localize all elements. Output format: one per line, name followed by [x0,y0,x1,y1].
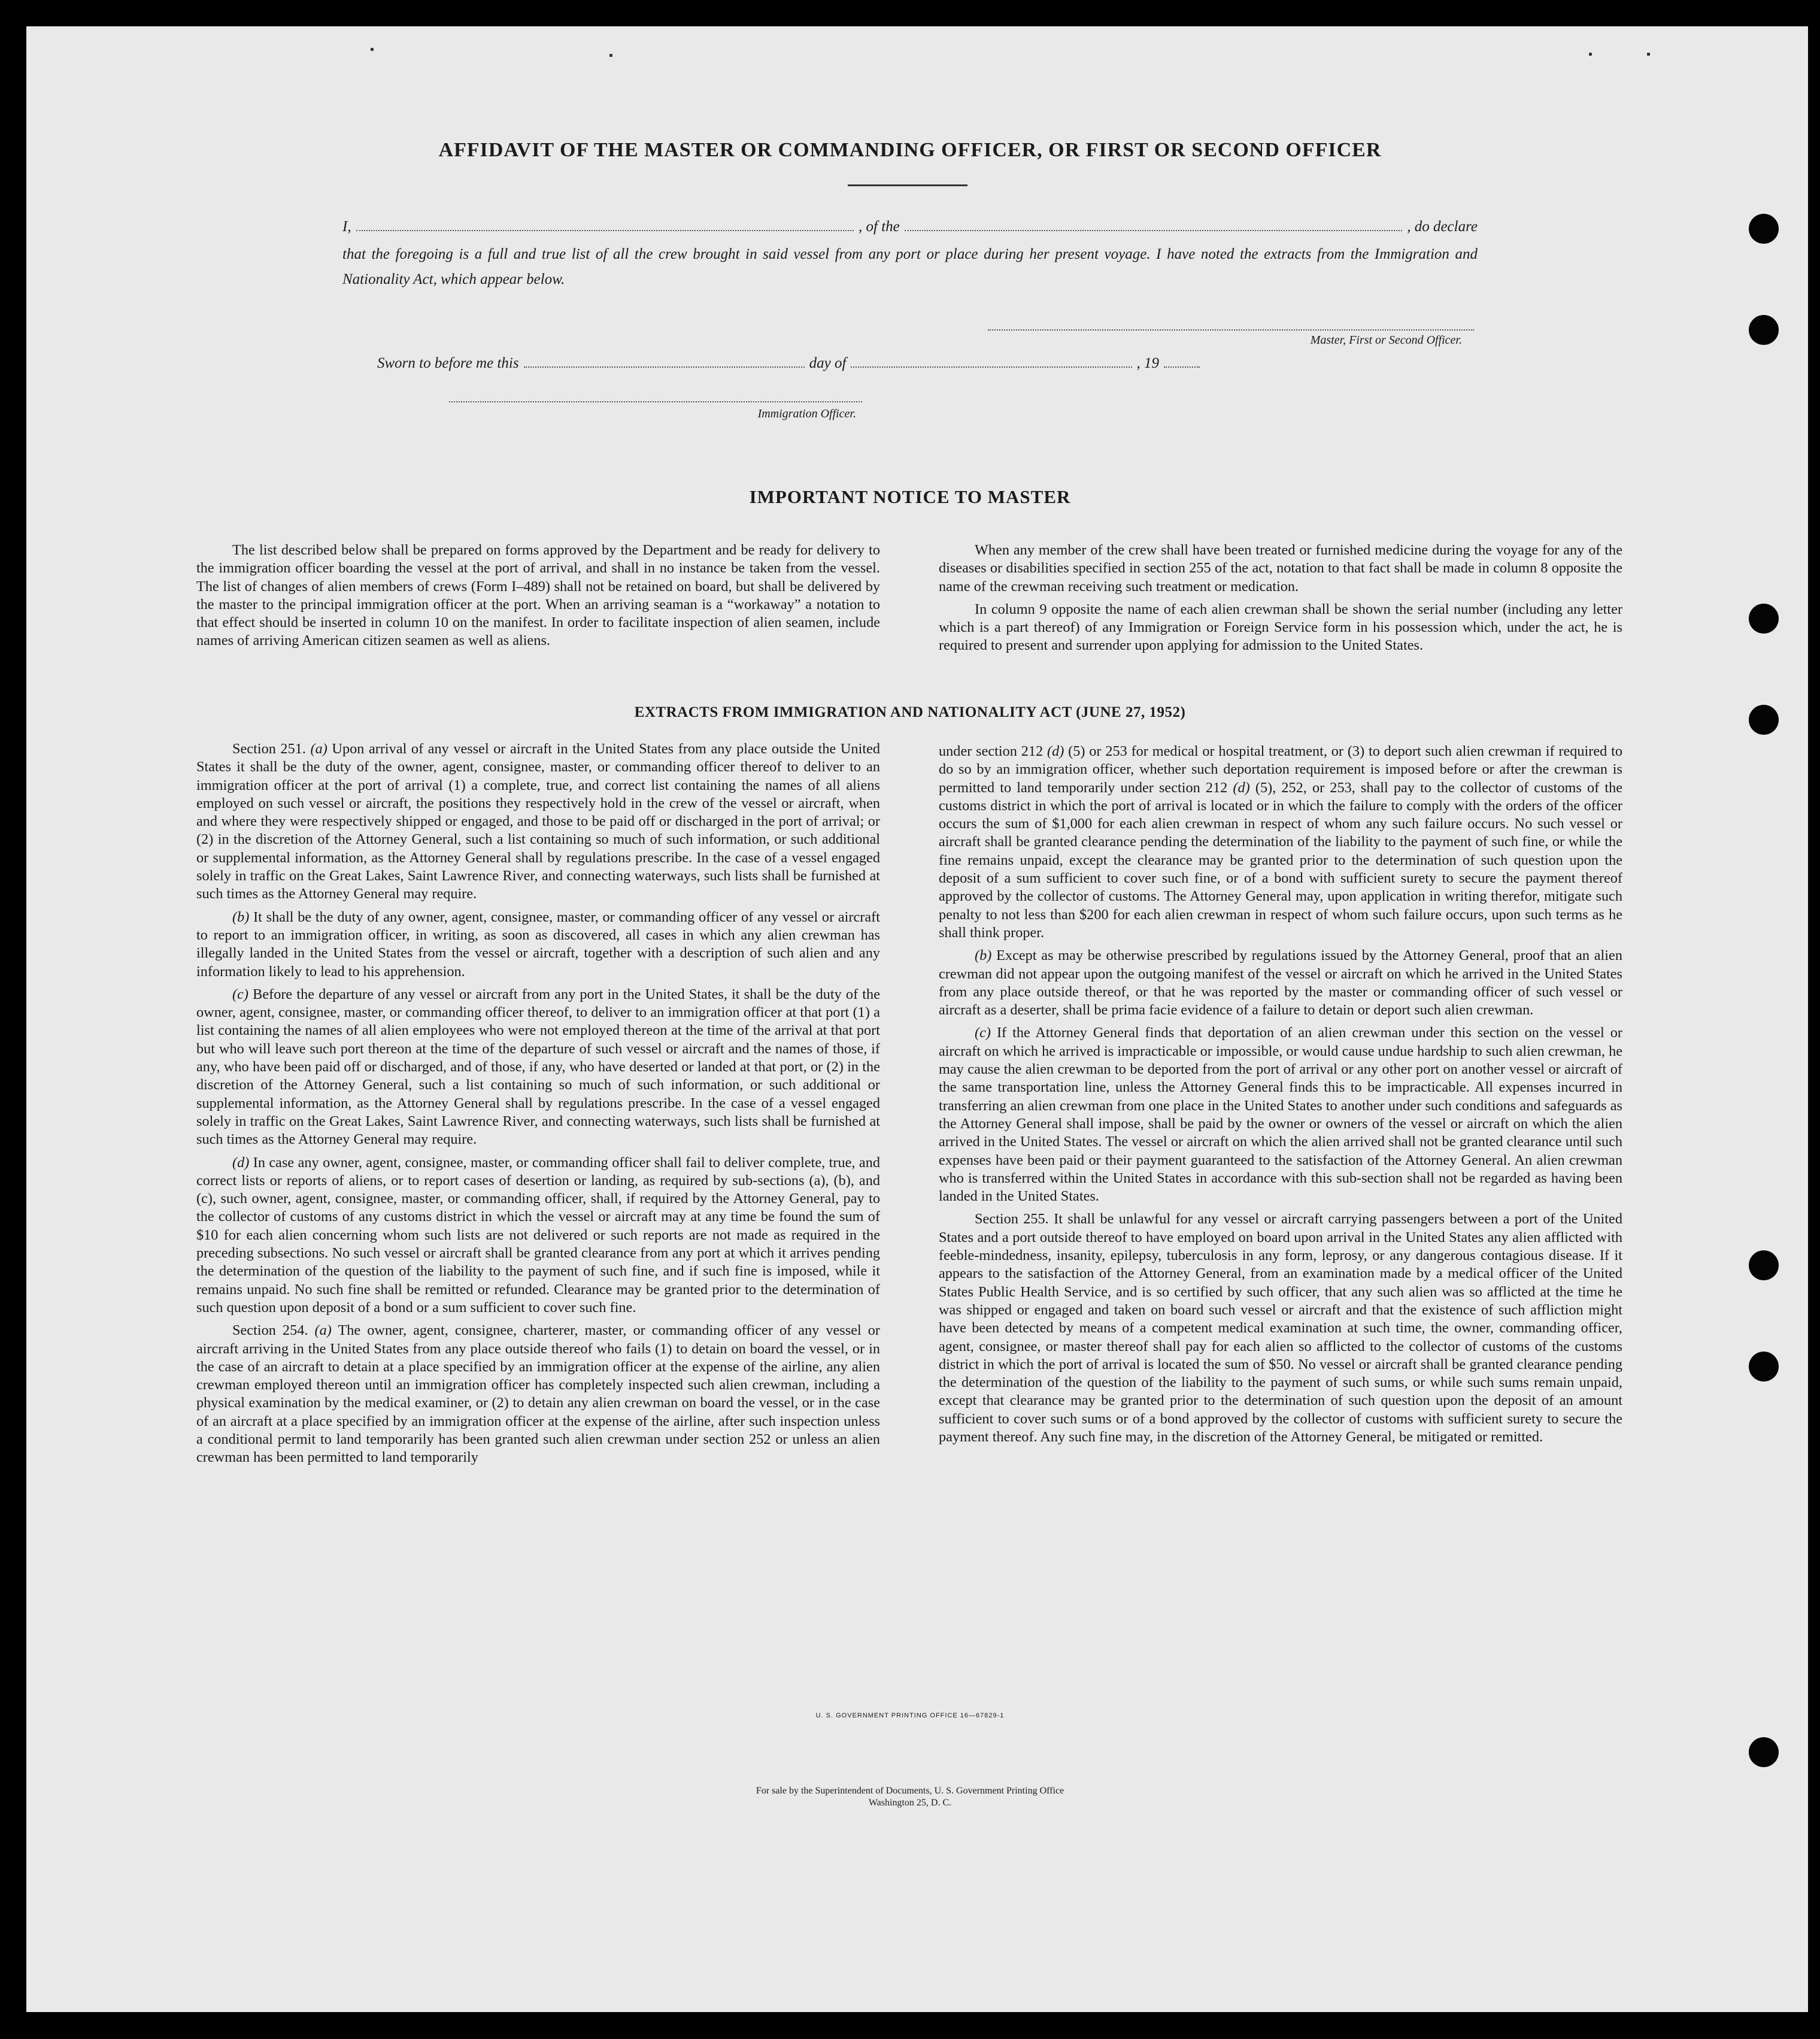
extracts-right-column [939,743,1622,1451]
affidavit-statement: that the foregoing is a full and true list of all the crew brought in said vessel from any port or place during her present voyage. I have noted the extracts from the Immigration and Nationality Act, which appear below. [342,246,1478,287]
gpo-imprint: U. S. GOVERNMENT PRINTING OFFICE 16—67829-1 [815,1712,1005,1719]
print-speck [371,48,374,51]
print-speck [609,54,612,57]
print-speck [1647,53,1650,56]
section-254b [939,947,1622,1019]
section-251b [196,908,880,981]
extracts-title: EXTRACTS FROM IMMIGRATION AND NATIONALITY ACT (JUNE 27, 1952) [634,704,1186,720]
year-blank[interactable] [1164,355,1200,368]
sale-line-1: For sale by the Superintendent of Documents, U. S. Government Printing Office [756,1786,1064,1796]
section-text: The owner, agent, consignee, charterer, master, or commanding officer of any vessel or aircraft arriving in the United States from any place outside thereof who fails (1) to detain on board the vessel, or in the case of an aircraft to detain at a place specified by an immigration officer at the expense of the airline, any alien crewman employed thereon until an immigration officer has completely inspected such alien crewman, including a physical examination by the medical examiner, or (2) to detain any alien crewman on board the vessel, or in the case of an aircraft at a place specified by an immigration officer at the expense of the airline, after such inspection unless a conditional permit to land temporarily has been granted such alien crewman under section 252 or unless an alien crewman has been permitted to land temporarily [196,1322,881,1466]
subsection-label: (d) [1233,779,1250,796]
subsection-label: (a) [310,741,327,757]
punch-hole [1749,604,1779,634]
section-text: (5) or 253 for medical or hospital treatment, or (3) to deport such alien crewman if required to do so by an immigration officer, whether such deportation requirement is imposed before or after the crewman is permitted to land temporarily under section 212 [939,743,1622,796]
sale-notice [0,1785,1820,1809]
affidavit-title: AFFIDAVIT OF THE MASTER OR COMMANDING OFFICER, OR FIRST OR SECOND OFFICER [438,139,1382,161]
punch-hole [1749,214,1779,244]
section-251a [196,740,880,904]
sworn-year: , 19 [1136,355,1160,371]
month-blank[interactable] [851,355,1132,368]
master-signature-label: Master, First or Second Officer. [1310,334,1462,347]
subsection-label: (c) [232,986,248,1002]
declare-end: , do declare [1407,219,1478,235]
section-text: (5), 252, or 253, shall pay to the collector of customs of the customs district in which the port of arrival is located or in which the failure to comply with the orders of the officer occurs the sum of $1,000 for each alien crewman in respect of whom any such failure occurs. No such vessel or aircraft shall be granted clearance pending the determination of the liability to the payment of such fine, or while the fine remains unpaid, except the clearance may be granted prior to the determination of such question upon the deposit of a sum sufficient to cover such fine, or of a bond with sufficient surety to secure the payment thereof approved by the collector of customs. The Attorney General may, upon application in writing therefor, mitigate such penalty to not less than $200 for each alien crewman in respect of whom such failure occurs, upon such terms as he shall think proper. [939,779,1622,941]
section-251d [196,1154,880,1317]
subsection-label: (b) [232,908,250,925]
name-blank[interactable] [356,218,854,231]
sworn-day-of: day of [809,355,847,371]
subsection-label: (d) [1047,743,1064,759]
extracts-left-column [196,740,880,1472]
section-text: Upon arrival of any vessel or aircraft in the United States from any place outside the United States it shall be the duty of the owner, agent, consignee, master, or commanding officer thereof to deliver to an immigration officer at the port of arrival (1) a complete, true, and correct list containing the names of all aliens employed on such vessel or aircraft, the positions they respectively hold in the crew of the vessel or aircraft, when and where they were respectively shipped or engaged, and those to be paid off or discharged in the port of arrival; or (2) in the discretion of the Attorney General, such a list containing so much of such information, or such additional or supplemental information, as the Attorney General shall by regulations prescribe. In the case of a vessel engaged solely in traffic on the Great Lakes, Saint Lawrence River, and connecting waterways, such lists shall be furnished at such times as the Attorney General may require. [196,741,881,902]
declare-of: , of the [859,219,900,235]
section-254c [939,1024,1622,1205]
section-text: Except as may be otherwise prescribed by regulations issued by the Attorney General, proof that an alien crewman did not appear upon the outgoing manifest of the vessel or aircraft on which he arrived in the United States from any place outside thereof, or that he was reported by the master or commanding officer of such vessel or aircraft as a deserter, shall be prima facie evidence of a failure to detain or deport such alien crewman. [939,947,1622,1019]
officer-signature-blank[interactable] [449,401,862,402]
notice-paragraph: The list described below shall be prepared on forms approved by the Department and be ready for delivery to the immigration officer boarding the vessel at the port of arrival, and shall in no instance be taken from the vessel. The list of changes of alien members of crews (Form I–489) shall not be retained on board, but shall be delivered by the master to the principal immigration officer at the port. When an arriving seaman is a “workaway” a notation to that effect should be inserted in column 10 on the manifest. In order to facilitate inspection of alien seamen, include names of arriving American citizen seamen as well as aliens. [196,542,880,649]
section-heading: Section 254. [232,1322,308,1339]
punch-hole [1749,1250,1779,1280]
master-signature-blank[interactable] [988,329,1474,331]
notice-paragraph: In column 9 opposite the name of each alien crewman shall be shown the serial number (including any letter which is a part thereof) of any Immigration or Foreign Service form in his possession which, under the act, he is required to present and surrender upon applying for admission to the United States. [939,601,1622,654]
section-text: It shall be the duty of any owner, agent, consignee, master, or commanding officer of any vessel or aircraft to report to an immigration officer, in writing, as soon as discovered, all cases in which any alien crewman has illegally landed in the United States from the vessel or aircraft, together with a description of such alien and any information likely to lead to his apprehension. [196,908,881,980]
punch-hole [1749,1737,1779,1767]
declare-i: I, [342,219,351,235]
section-heading: Section 251. [232,741,306,757]
section-text: under section 212 [939,743,1044,759]
section-text: If the Attorney General finds that deportation of an alien crewman under this section on the vessel or aircraft on which he arrived is impracticable or impossible, or would cause undue hardship to such alien crewman, he may cause the alien crewman to be deported from the port of arrival or any other port on another vessel or aircraft of the same transportation line, unless the Attorney General finds this to be impracticable. All expenses incurred in transferring an alien crewman from one place in the United States to another under such conditions and safeguards as the Attorney General shall impose, shall be paid by the owner or owners of the vessel or aircraft on which the alien arrived in the United States. The vessel or aircraft on which the alien arrived shall not be granted clearance until such expenses have been paid or their payment guaranteed to the satisfaction of the Attorney General. An alien crewman who is transferred within the United States in accordance with this sub-section shall not be regarded as having been landed in the United States. [939,1025,1622,1205]
subsection-label: (b) [975,947,992,964]
punch-hole [1749,1352,1779,1381]
notice-left-column [196,541,880,655]
subsection-label: (c) [975,1025,991,1041]
title-rule [848,184,967,186]
sworn-prefix: Sworn to before me this [377,355,519,371]
subsection-label: (d) [232,1154,250,1171]
print-speck [1589,53,1592,56]
section-255: Section 255. It shall be unlawful for any vessel or aircraft carrying passengers between a port of the United States and a port outside thereof to have employed on board upon arrival in the United States any alien afflicted with feeble-mindedness, insanity, epilepsy, tuberculosis in any form, leprosy, or any dangerous contagious disease. If it appears to the satisfaction of the Attorney General, from an examination made by a medical officer of the United States Public Health Service, and is so certified by such officer, that any such alien was so afflicted at the time he was shipped or engaged and taken on board such vessel or aircraft and that the existence of such affliction might have been detected by means of a competent medical examination at such time, the owner, commanding officer, agent, consignee, or master thereof shall pay for each alien so afflicted to the collector of customs of the customs district in which the port of arrival is located the sum of $50. No vessel or aircraft shall be granted clearance pending the determination of the question of the liability to the payment of such sums, or while such sums remain unpaid, except that clearance may be granted prior to the determination of such question upon the deposit of an amount sufficient to cover such sums or of a bond approved by the collector of customs with sufficient surety to secure the payment thereof. Any such fine may, in the discretion of the Attorney General, be mitigated or remitted. [939,1211,1622,1445]
section-254a [196,1322,880,1467]
punch-hole [1749,315,1779,345]
subsection-label: (a) [314,1322,332,1339]
notice-right-column [939,541,1622,660]
officer-signature-label: Immigration Officer. [757,407,856,420]
notice-title: IMPORTANT NOTICE TO MASTER [749,486,1071,507]
section-254a-continued [939,743,1622,942]
day-blank[interactable] [524,355,805,368]
sale-line-2: Washington 25, D. C. [868,1798,952,1808]
section-text: In case any owner, agent, consignee, master, or commanding officer shall fail to deliver complete, true, and correct lists or reports of aliens, or to report cases of desertion or landing, as required by sub-sections (a), (b), and (c), such owner, agent, consignee, master, or commanding officer, shall, if required by the Attorney General, pay to the collector of customs of any customs district in which the vessel or aircraft may at any time be found the sum of $10 for each alien concerning whom such lists are not delivered or such reports are not made as required in the preceding subsections. No such vessel or aircraft shall be granted clearance from any port at which it arrives pending the determination of the question of the liability to the payment of such fine, and if such fine is imposed, while it remains unpaid. No such fine shall be remitted or refunded. Clearance may be granted prior to the determination of such question upon deposit of a bond or a sum sufficient to cover such fine. [196,1154,880,1316]
vessel-blank[interactable] [905,218,1402,231]
notice-paragraph: When any member of the crew shall have been treated or furnished medicine during the voyage for any of the diseases or disabilities specified in section 255 of the act, notation to that fact shall be made in column 8 opposite the name of the crewman receiving such treatment or medication. [939,542,1622,595]
declaration-line [342,218,1478,235]
sworn-line [377,355,1205,372]
section-251c [196,986,880,1149]
section-text: Before the departure of any vessel or aircraft from any port in the United States, it shall be the duty of the owner, agent, consignee, master, or commanding officer thereof, to deliver to an immigration officer at that port (1) a list containing the names of all alien employees who were not employed thereon at the time of the arrival at that port but who will leave such port thereon at the time of the departure of such vessel or aircraft and the names of those, if any, who have been paid off or discharged, and of those, if any, who have deserted or landed at that port, or (2) in the discretion of the Attorney General, such a list containing so much of such information, or such additional or supplemental information, as the Attorney General shall by regulations prescribe. In the case of a vessel engaged solely in traffic on the Great Lakes, Saint Lawrence River, and connecting waterways, such lists shall be furnished at such times as the Attorney General may require. [196,986,880,1148]
